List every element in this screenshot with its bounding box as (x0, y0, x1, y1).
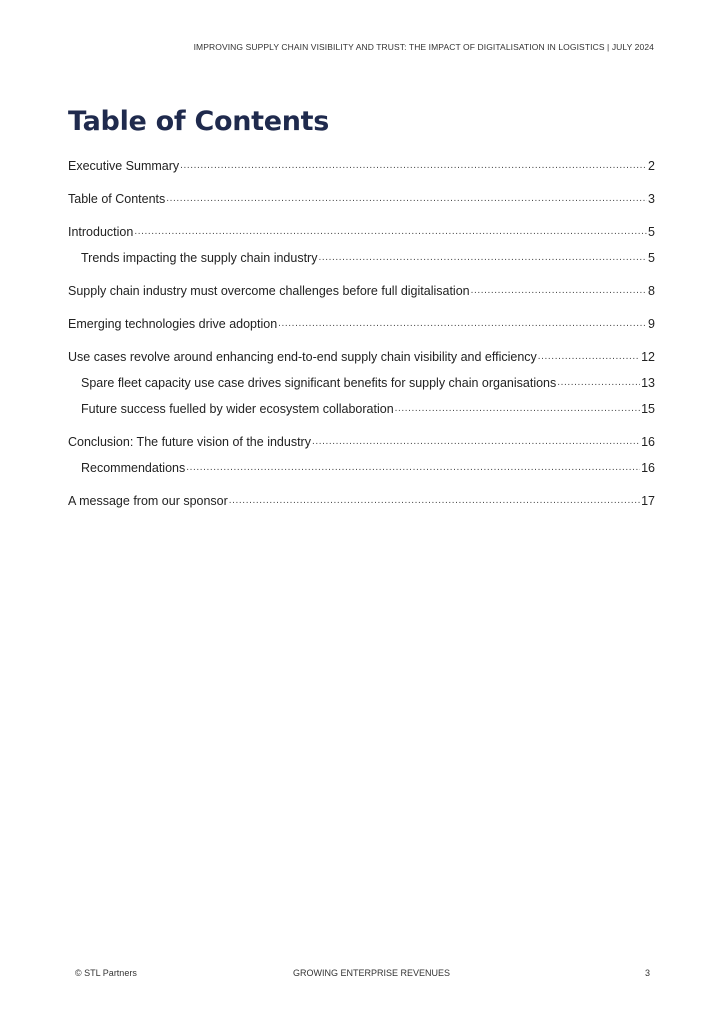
toc-entry-spare-fleet[interactable] (68, 372, 655, 390)
toc-entry-page: 16 (641, 435, 655, 449)
toc-entry-label: Introduction (68, 225, 134, 239)
toc-entry-challenges[interactable] (68, 280, 655, 298)
toc-entry-label: Future success fuelled by wider ecosystem collaboration (81, 402, 394, 416)
toc-entry-conclusion[interactable] (68, 431, 655, 449)
dot-leader (186, 462, 640, 473)
toc-entry-trends[interactable] (68, 247, 655, 265)
toc-entry-sponsor-message[interactable] (68, 490, 655, 508)
dot-leader (557, 377, 640, 388)
dot-leader (229, 495, 640, 506)
toc-entry-label: Conclusion: The future vision of the industry (68, 435, 311, 449)
toc-entry-label: A message from our sponsor (68, 494, 228, 508)
toc-entry-page: 5 (648, 251, 655, 265)
dot-leader (134, 226, 647, 237)
toc-entry-label: Supply chain industry must overcome challenges before full digitalisation (68, 284, 470, 298)
dot-leader (538, 351, 640, 362)
footer-tagline: GROWING ENTERPRISE REVENUES (293, 968, 451, 978)
toc-entry-introduction[interactable] (68, 221, 655, 239)
toc-entry-page: 5 (648, 225, 655, 239)
dot-leader (166, 193, 647, 204)
toc-entry-label: Use cases revolve around enhancing end-to-end supply chain visibility and efficiency (68, 350, 537, 364)
dot-leader (278, 318, 647, 329)
toc-entry-label: Spare fleet capacity use case drives significant benefits for supply chain organisations (81, 376, 557, 390)
toc-entry-label: Table of Contents (68, 192, 166, 206)
toc-entry-page: 17 (641, 494, 655, 508)
toc-entry-page: 2 (648, 159, 655, 173)
toc-entry-page: 8 (648, 284, 655, 298)
toc-entry-emerging-technologies[interactable] (68, 313, 655, 331)
toc-entry-page: 16 (641, 461, 655, 475)
dot-leader (471, 285, 647, 296)
toc-entry-executive-summary[interactable] (68, 155, 655, 173)
toc-entry-recommendations[interactable] (68, 457, 655, 475)
dot-leader (395, 403, 640, 414)
toc-entry-page: 13 (641, 376, 655, 390)
footer-page-number: 3 (644, 968, 650, 978)
toc-entry-label: Executive Summary (68, 159, 180, 173)
dot-leader (312, 436, 640, 447)
running-header: IMPROVING SUPPLY CHAIN VISIBILITY AND TRUST: THE IMPACT OF DIGITALISATION IN LOGISTICS | JULY 2024 (193, 42, 654, 52)
page-title: Table of Contents (68, 106, 330, 137)
dot-leader (318, 252, 647, 263)
toc-entry-page: 9 (648, 317, 655, 331)
toc-entry-future-success[interactable] (68, 398, 655, 416)
footer-copyright: © STL Partners (75, 968, 137, 978)
toc-entry-page: 3 (648, 192, 655, 206)
toc-entry-label: Emerging technologies drive adoption (68, 317, 278, 331)
table-of-contents (68, 155, 655, 508)
toc-entry-table-of-contents[interactable] (68, 188, 655, 206)
toc-entry-label: Trends impacting the supply chain industry (81, 251, 318, 265)
toc-entry-use-cases[interactable] (68, 346, 655, 364)
toc-entry-page: 12 (641, 350, 655, 364)
toc-entry-label: Recommendations (81, 461, 186, 475)
toc-entry-page: 15 (641, 402, 655, 416)
dot-leader (180, 160, 647, 171)
